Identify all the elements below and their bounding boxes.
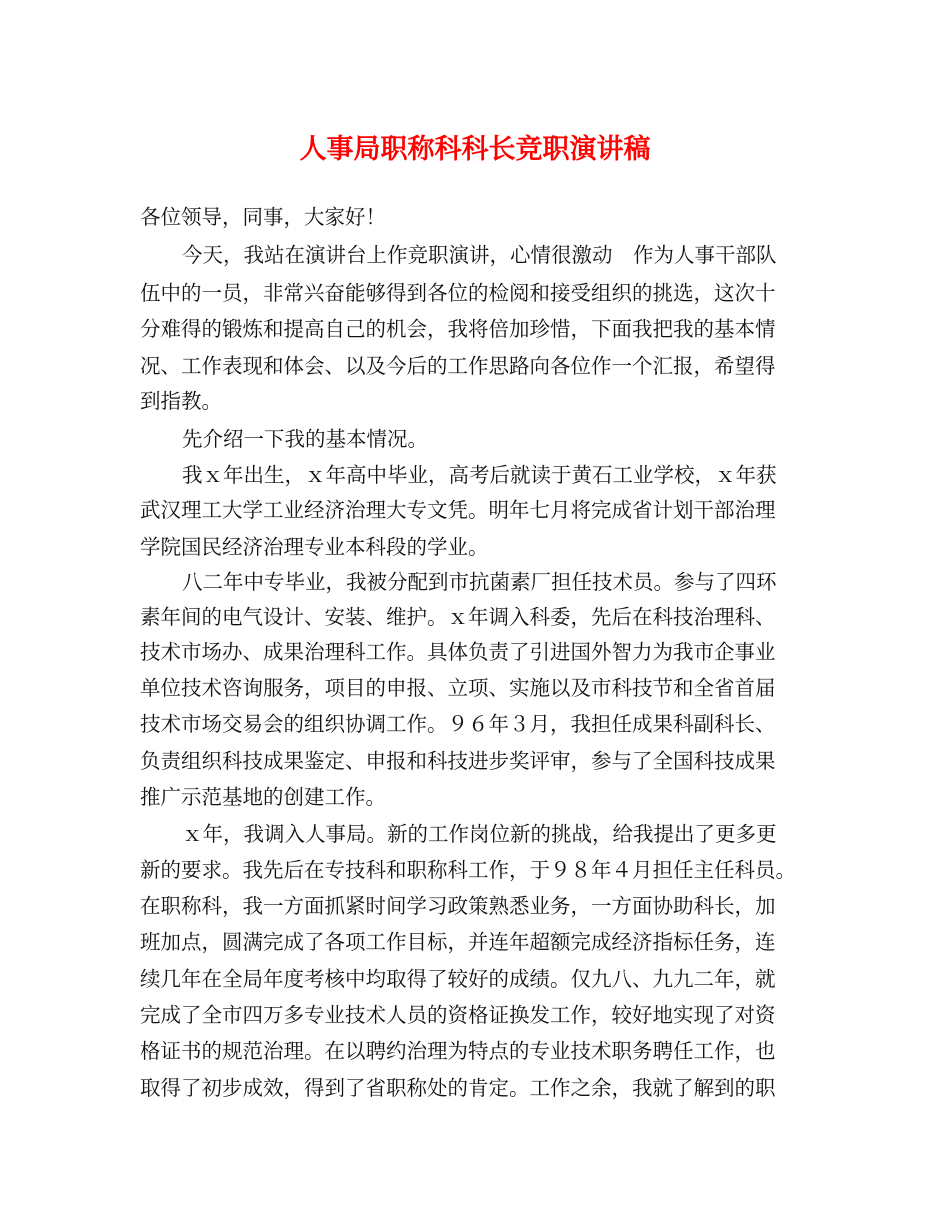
text-line: 负责组织科技成果鉴定、申报和科技进步奖评审，参与了全国科技成果	[140, 749, 776, 773]
text-line: 续几年在全局年度考核中均取得了较好的成绩。仅九八、九九二年，就	[140, 967, 776, 991]
text-line: 在职称科，我一方面抓紧时间学习政策熟悉业务，一方面协助科长，加	[140, 894, 776, 918]
text-line: 技术市场交易会的组织协调工作。９６年３月，我担任成果科副科长、	[140, 712, 776, 736]
text-line: 新的要求。我先后在专技科和职称科工作，于９８年４月担任主任科员。	[140, 858, 796, 882]
text-line: 况、工作表现和体会、以及今后的工作思路向各位作一个汇报，希望得	[140, 354, 776, 378]
text-line: 学院国民经济治理专业本科段的学业。	[140, 535, 489, 559]
text-line: 技术市场办、成果治理科工作。具体负责了引进国外智力为我市企事业	[140, 640, 776, 664]
text-line: 伍中的一员，非常兴奋能够得到各位的检阅和接受组织的挑选，这次十	[140, 281, 776, 305]
text-line: 我ｘ年出生，ｘ年高中毕业，高考后就读于黄石工业学校，ｘ年获	[182, 463, 777, 487]
text-line: ｘ年，我调入人事局。新的工作岗位新的挑战，给我提出了更多更	[182, 822, 777, 846]
text-line: 格证书的规范治理。在以聘约治理为特点的专业技术职务聘任工作，也	[140, 1039, 776, 1063]
text-line: 完成了全市四万多专业技术人员的资格证换发工作，较好地实现了对资	[140, 1003, 776, 1027]
text-line: 分难得的锻炼和提高自己的机会，我将倍加珍惜，下面我把我的基本情	[140, 317, 776, 341]
text-line: 素年间的电气设计、安装、维护。ｘ年调入科委，先后在科技治理科、	[140, 605, 776, 629]
text-line: 各位领导，同事，大家好！	[140, 205, 386, 229]
document-title: 人事局职称科科长竞职演讲稿	[299, 134, 651, 165]
text-line: 武汉理工大学工业经济治理大专文凭。明年七月将完成省计划干部治理	[140, 498, 776, 522]
text-line: 先介绍一下我的基本情况。	[182, 427, 428, 451]
text-line: 今天，我站在演讲台上作竞职演讲，心情很激动 作为人事干部队	[182, 243, 777, 267]
text-line: 单位技术咨询服务，项目的申报、立项、实施以及市科技节和全省首届	[140, 676, 776, 700]
text-line: 到指教。	[140, 389, 222, 413]
text-line: 取得了初步成效，得到了省职称处的肯定。工作之余，我就了解到的职	[140, 1076, 776, 1100]
text-line: 推广示范基地的创建工作。	[140, 785, 386, 809]
text-line: 班加点，圆满完成了各项工作目标，并连年超额完成经济指标任务，连	[140, 930, 776, 954]
text-line: 八二年中专毕业，我被分配到市抗菌素厂担任技术员。参与了四环	[182, 570, 777, 594]
